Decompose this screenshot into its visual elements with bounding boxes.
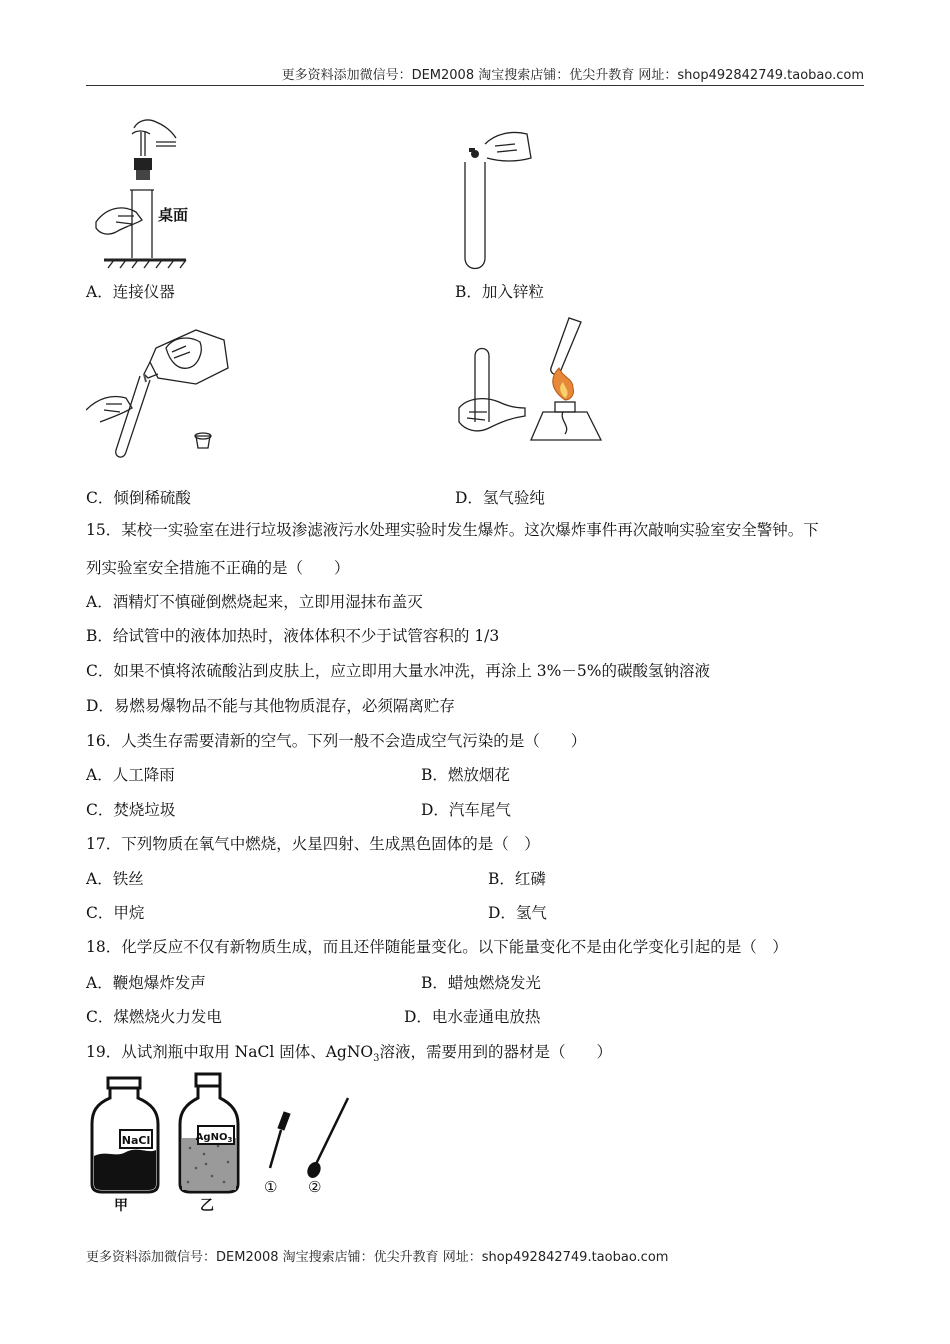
rubber-stopper xyxy=(134,158,152,170)
figure-add-zinc xyxy=(455,128,545,273)
q19-stem-prefix: 19．从试剂瓶中取用 NaCl 固体、AgNO xyxy=(86,1043,374,1061)
q17-stem: 17．下列物质在氧气中燃烧，火星四射、生成黑色固体的是（ ） xyxy=(86,835,540,853)
q18-stem: 18．化学反应不仅有新物质生成，而且还伴随能量变化。以下能量变化不是由化学变化引起的是（ ） xyxy=(86,938,788,956)
q18-option-b: B．蜡烛燃烧发光 xyxy=(421,974,541,992)
figure-reagent-bottles xyxy=(86,1072,366,1217)
q16-stem: 16．人类生存需要清新的空气。下列一般不会造成空气污染的是（ ） xyxy=(86,732,587,750)
q19-stem xyxy=(86,1040,612,1064)
q18-option-c: C．煤燃烧火力发电 xyxy=(86,1008,222,1026)
q17-option-d: D．氢气 xyxy=(488,904,547,922)
q16-option-c: C．焚烧垃圾 xyxy=(86,801,176,819)
q18-option-d: D．电水壶通电放热 xyxy=(404,1008,541,1026)
q16-option-a: A．人工降雨 xyxy=(86,766,175,784)
bottle2-label: AgNO$_3$ xyxy=(195,1132,233,1144)
table-label: 桌面 xyxy=(158,206,189,224)
q17-option-b: B．红磷 xyxy=(488,870,546,888)
q17-option-c: C．甲烷 xyxy=(86,904,145,922)
nacl-solid xyxy=(94,1150,156,1190)
q16-option-b: B．燃放烟花 xyxy=(421,766,510,784)
figure-pour-acid xyxy=(86,318,236,458)
bottle2-name: 乙 xyxy=(200,1198,214,1214)
bottle1-name: 甲 xyxy=(114,1198,128,1214)
page-header: 更多资料添加微信号：DEM2008 淘宝搜索店铺：优尖升教育 网址：shop492842749.taobao.com xyxy=(281,68,864,83)
agno3-solution xyxy=(182,1138,236,1190)
q15-option-c: C．如果不慎将浓硫酸沾到皮肤上，应立即用大量水冲洗，再涂上 3%－5%的碳酸氢钠溶液 xyxy=(86,662,710,680)
bottle1-label: NaCl xyxy=(121,1134,151,1147)
tool1-label: ① xyxy=(264,1178,278,1196)
q15-stem-line2: 列实验室安全措施不正确的是（ ） xyxy=(86,559,350,577)
option-b-caption: B．加入锌粒 xyxy=(455,283,544,301)
q15-stem-line1: 15．某校一实验室在进行垃圾渗滤液污水处理实验时发生爆炸。这次爆炸事件再次敲响实验室安全警钟。下 xyxy=(86,521,819,539)
option-d-caption: D．氢气验纯 xyxy=(455,489,545,507)
q15-option-a: A．酒精灯不慎碰倒燃烧起来，立即用湿抹布盖灭 xyxy=(86,593,423,611)
q16-option-d: D．汽车尾气 xyxy=(421,801,511,819)
page-footer: 更多资料添加微信号：DEM2008 淘宝搜索店铺：优尖升教育 网址：shop492842749.taobao.com xyxy=(86,1250,669,1265)
spatula-tool xyxy=(307,1098,348,1178)
q18-option-a: A．鞭炮爆炸发声 xyxy=(86,974,206,992)
dropper-tool xyxy=(270,1112,290,1168)
q17-option-a: A．铁丝 xyxy=(86,870,144,888)
q19-stem-suffix: 溶液，需要用到的器材是（ ） xyxy=(379,1043,612,1061)
figure-hydrogen-test xyxy=(455,312,615,462)
q19-stem-subscript: 3 xyxy=(373,1053,380,1065)
tool2-label: ② xyxy=(308,1178,322,1196)
q15-option-d: D．易燃易爆物品不能与其他物质混存，必须隔离贮存 xyxy=(86,697,455,715)
option-c-caption: C．倾倒稀硫酸 xyxy=(86,489,191,507)
header-divider xyxy=(86,85,864,86)
option-a-caption: A．连接仪器 xyxy=(86,283,175,301)
figure-connect-apparatus xyxy=(86,112,216,272)
q15-option-b: B．给试管中的液体加热时，液体体积不少于试管容积的 1/3 xyxy=(86,627,500,645)
